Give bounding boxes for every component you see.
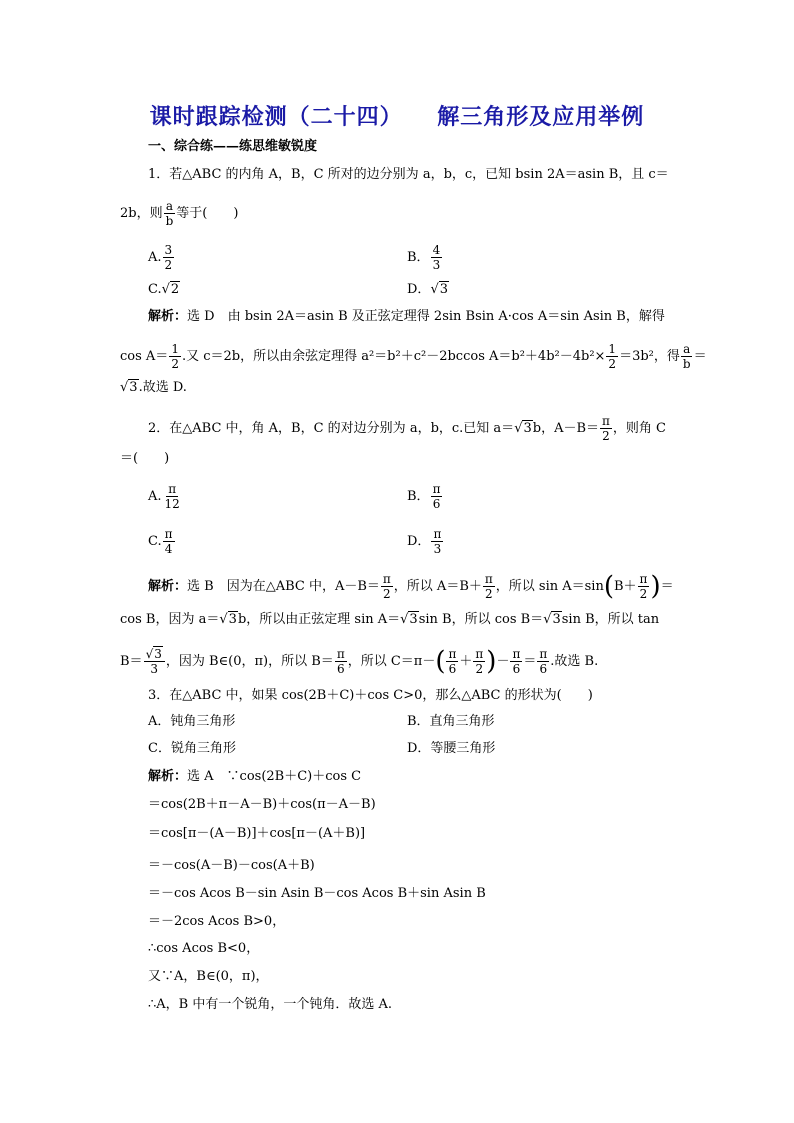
q3-option-b[interactable]: B．直角三角形 [407,714,495,729]
q1-solution-line3: √3.故选 D. [120,380,187,395]
q2-solution-line3: B＝ $\frac{√3}{3}$ ，因为 B∈(0，π)，所以 B＝ $\frac{\pi}{6}$ ，所以 C＝π－( $\frac{\pi}{6}$ ＋ $\frac{\pi}{2}$ )－ $\frac{\pi}{6}$ ＝ $\frac{\pi}{6}$ .故选 B. [120,646,599,677]
section-heading: 一、综合练——练思维敏锐度 [148,139,318,154]
q3-stem: 3．在△ABC 中，如果 cos(2B＋C)＋cos C>0，那么△ABC 的形状为( ) [148,688,593,703]
q1-stem-line1: 1．若△ABC 的内角 A，B，C 所对的边分别为 a，b，c，已知 bsin 2A＝asin B，且 c＝ [148,167,669,182]
q1-option-b[interactable]: B． $\frac{4}{3}$ [407,243,441,272]
q3-option-a[interactable]: A．钝角三角形 [148,714,236,729]
q2-option-c[interactable]: C. $\frac{\pi}{4}$ [148,527,173,556]
q3-solution-step: ＝cos[π－(A－B)]＋cos[π－(A＋B)] [148,826,366,841]
q1-solution-line2: cos A＝ $\frac{1}{2}$ .又 c＝2b，所以由余弦定理得 a²＝b²＋c²－2bccos A＝b²＋4b²－4b²× $\frac{1}{2}$ ＝3b²，得 $\frac{a}{b}$ ＝ [120,342,707,371]
q2-stem-line2: ＝( ) [120,451,170,466]
q1-option-a[interactable]: A. $\frac{3}{2}$ [148,243,173,272]
fraction: $\frac{a}{b}$ [165,199,174,228]
q3-option-c[interactable]: C．锐角三角形 [148,741,236,756]
q3-solution-step: ∴A，B 中有一个锐角，一个钝角．故选 A. [148,997,392,1012]
q1-option-c[interactable]: C.√2 [148,282,180,297]
q3-solution-step: ∴cos Acos B<0， [148,941,260,956]
page-title: 课时跟踪检测（二十四） 解三角形及应用举例 [149,104,645,130]
q2-option-a[interactable]: A. $\frac{\pi}{12}$ [148,482,180,511]
q1-solution-line1: 解析：选 D 由 bsin 2A＝asin B 及正弦定理得 2sin Bsin A·cos A＝sin Asin B，解得 [148,309,665,324]
q1-option-d[interactable]: D．√3 [407,282,449,297]
q2-option-d[interactable]: D． $\frac{\pi}{3}$ [407,527,442,556]
q3-solution-step: ＝－2cos Acos B>0， [148,914,286,929]
q1-stem-line2: 2b，则 $\frac{a}{b}$ 等于( ) [120,199,239,228]
q2-stem-line1: 2．在△ABC 中，角 A，B，C 的对边分别为 a，b，c.已知 a＝√3b，A－B＝ $\frac{\pi}{2}$ ，则角 C [148,414,667,443]
q3-option-d[interactable]: D．等腰三角形 [407,741,496,756]
q3-solution-step: ＝－cos Acos B－sin Asin B－cos Acos B＋sin Asin B [148,886,486,901]
q3-solution-step: ＝－cos(A－B)－cos(A＋B) [148,858,315,873]
q3-solution-step: 又∵A，B∈(0，π)， [148,969,269,984]
q2-option-b[interactable]: B． $\frac{\pi}{6}$ [407,482,441,511]
q2-solution-line2: cos B，因为 a＝√3b，所以由正弦定理 sin A＝√3sin B，所以 cos B＝√3sin B，所以 tan [120,612,660,627]
q2-solution-line1: 解析：选 B 因为在△ABC 中，A－B＝ $\frac{\pi}{2}$ ，所以 A＝B＋ $\frac{\pi}{2}$ ，所以 sin A＝sin(B＋ $\frac{\pi}{2}$ )＝ [148,571,674,602]
q3-solution-step: ＝cos(2B＋π－A－B)＋cos(π－A－B) [148,797,376,812]
q3-solution-line1: 解析：选 A ∵cos(2B＋C)＋cos C [148,769,362,784]
